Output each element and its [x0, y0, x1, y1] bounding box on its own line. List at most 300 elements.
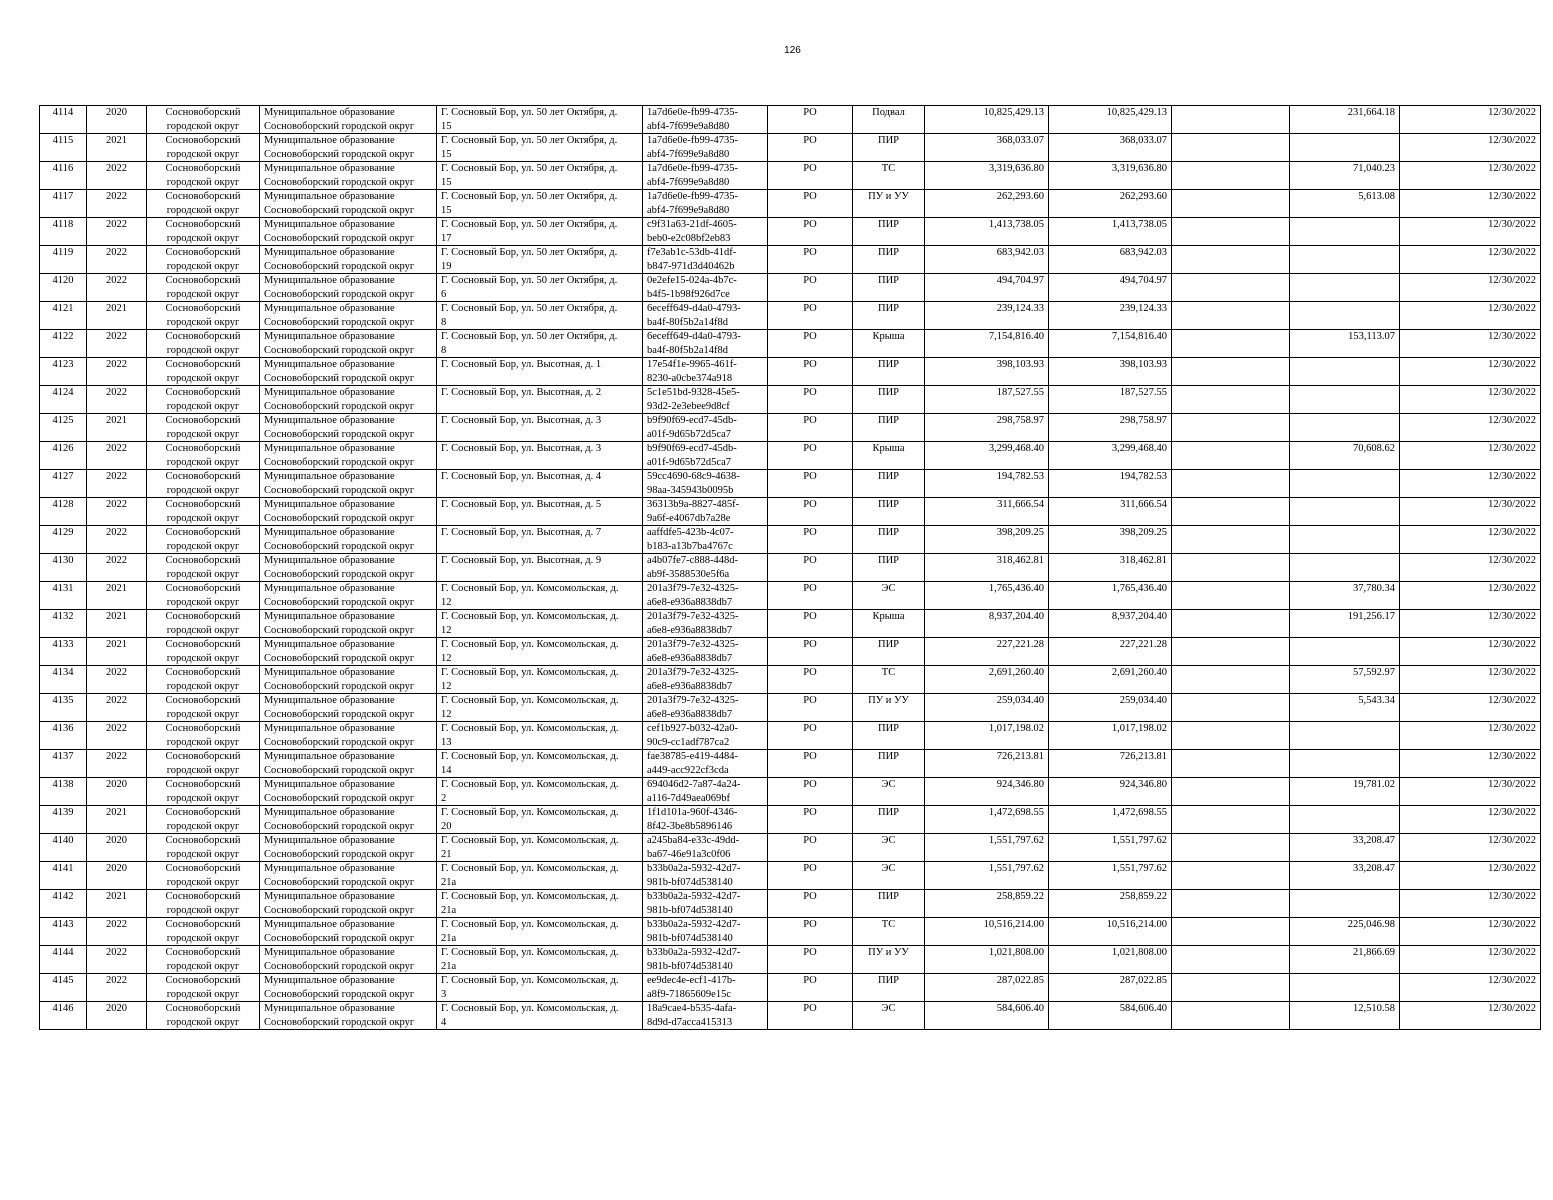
table-row [40, 498, 1541, 526]
row-number-cell: 4135 [40, 694, 87, 722]
amount-cell: 239,124.33 [925, 302, 1049, 330]
amount-cell: 584,606.40 [925, 1002, 1049, 1030]
district-cell [147, 666, 260, 694]
empty-cell [1172, 134, 1290, 162]
municipality-cell [260, 442, 437, 470]
address-cell [437, 778, 643, 806]
work-type-cell: ПИР [853, 974, 925, 1002]
row-number-cell: 4123 [40, 358, 87, 386]
amount-cell: 10,516,214.00 [925, 918, 1049, 946]
district-line1: Сосновоборский [165, 695, 241, 706]
work-type-cell: ПИР [853, 890, 925, 918]
municipality-cell [260, 218, 437, 246]
address-line2: 20 [441, 820, 452, 832]
work-type-cell: ПИР [853, 414, 925, 442]
district-cell [147, 946, 260, 974]
amount-total-cell: 2,691,260.40 [1049, 666, 1172, 694]
year-cell: 2022 [87, 246, 147, 274]
district-line2: городской округ [166, 932, 240, 944]
work-type-cell: ЭС [853, 1002, 925, 1030]
fund-cell: РО [768, 834, 853, 862]
guid-line1: b9f90f69-ecd7-45db- [647, 415, 737, 426]
municipality-line1: Муниципальное образование [264, 611, 395, 622]
guid-line1: b33b0a2a-5932-42d7- [647, 947, 741, 958]
municipality-cell [260, 666, 437, 694]
municipality-line2: Сосновоборский городской округ [264, 652, 415, 664]
date-cell: 12/30/2022 [1400, 274, 1541, 302]
municipality-cell [260, 162, 437, 190]
date-cell: 12/30/2022 [1400, 498, 1541, 526]
fund-cell: РО [768, 890, 853, 918]
municipality-line2: Сосновоборский городской округ [264, 148, 415, 160]
municipality-line2: Сосновоборский городской округ [264, 736, 415, 748]
address-cell [437, 638, 643, 666]
guid-line1: 18a9cae4-b535-4afa- [647, 1003, 737, 1014]
guid-line2: ab9f-3588530e5f6a [647, 568, 730, 580]
house-guid-cell [643, 274, 768, 302]
house-guid-cell [643, 666, 768, 694]
amount-cell: 258,859.22 [925, 890, 1049, 918]
district-cell [147, 918, 260, 946]
municipality-line1: Муниципальное образование [264, 639, 395, 650]
municipality-line2: Сосновоборский городской округ [264, 596, 415, 608]
fund-cell: РО [768, 106, 853, 134]
table-row [40, 946, 1541, 974]
house-guid-cell [643, 246, 768, 274]
address-line2: 13 [441, 736, 452, 748]
fund-cell: РО [768, 862, 853, 890]
date-cell: 12/30/2022 [1400, 778, 1541, 806]
municipality-line1: Муниципальное образование [264, 863, 395, 874]
address-line1: Г. Сосновый Бор, ул. Комсомольская, д. [441, 807, 619, 818]
year-cell: 2022 [87, 358, 147, 386]
district-cell [147, 974, 260, 1002]
district-line2: городской округ [166, 512, 240, 524]
amount-total-cell: 1,017,198.02 [1049, 722, 1172, 750]
amount-cell: 187,527.55 [925, 386, 1049, 414]
municipality-cell [260, 750, 437, 778]
house-guid-cell [643, 946, 768, 974]
municipality-line2: Сосновоборский городской округ [264, 960, 415, 972]
date-cell: 12/30/2022 [1400, 806, 1541, 834]
amount-total-cell: 1,551,797.62 [1049, 862, 1172, 890]
municipality-cell [260, 694, 437, 722]
address-line1: Г. Сосновый Бор, ул. Высотная, д. 7 [441, 527, 602, 538]
fee-cell: 71,040.23 [1290, 162, 1400, 190]
amount-total-cell: 1,021,808.00 [1049, 946, 1172, 974]
municipality-cell [260, 106, 437, 134]
district-line2: городской округ [166, 988, 240, 1000]
year-cell: 2022 [87, 722, 147, 750]
municipality-cell [260, 330, 437, 358]
district-line1: Сосновоборский [165, 219, 241, 230]
work-type-cell: ЭС [853, 862, 925, 890]
guid-line1: a245ba84-e33c-49dd- [647, 835, 740, 846]
district-cell [147, 106, 260, 134]
municipality-cell [260, 582, 437, 610]
date-cell: 12/30/2022 [1400, 526, 1541, 554]
row-number-cell: 4146 [40, 1002, 87, 1030]
fee-cell [1290, 218, 1400, 246]
address-cell [437, 694, 643, 722]
municipality-line2: Сосновоборский городской округ [264, 540, 415, 552]
house-guid-cell [643, 302, 768, 330]
empty-cell [1172, 806, 1290, 834]
district-line2: городской округ [166, 456, 240, 468]
district-line1: Сосновоборский [165, 835, 241, 846]
guid-line1: 6eceff649-d4a0-4793- [647, 303, 741, 314]
amount-total-cell: 368,033.07 [1049, 134, 1172, 162]
address-line1: Г. Сосновый Бор, ул. 50 лет Октября, д. [441, 219, 618, 230]
municipality-cell [260, 246, 437, 274]
municipality-line1: Муниципальное образование [264, 303, 395, 314]
guid-line2: b847-971d3d40462b [647, 260, 735, 272]
row-number-cell: 4119 [40, 246, 87, 274]
table-row [40, 1002, 1541, 1030]
municipality-cell [260, 302, 437, 330]
address-line1: Г. Сосновый Бор, ул. Высотная, д. 3 [441, 415, 602, 426]
amount-total-cell: 726,213.81 [1049, 750, 1172, 778]
amount-cell: 1,551,797.62 [925, 834, 1049, 862]
district-cell [147, 134, 260, 162]
address-line1: Г. Сосновый Бор, ул. Комсомольская, д. [441, 695, 619, 706]
guid-line1: 201a3f79-7e32-4325- [647, 639, 739, 650]
fund-cell: РО [768, 722, 853, 750]
address-line2: 3 [441, 988, 447, 1000]
amount-total-cell: 239,124.33 [1049, 302, 1172, 330]
district-cell [147, 694, 260, 722]
amount-total-cell: 3,319,636.80 [1049, 162, 1172, 190]
amount-cell: 1,021,808.00 [925, 946, 1049, 974]
guid-line2: 8d9d-d7acca415313 [647, 1016, 733, 1028]
row-number-cell: 4116 [40, 162, 87, 190]
work-type-cell: ПИР [853, 554, 925, 582]
guid-line1: fae38785-e419-4484- [647, 751, 738, 762]
work-type-cell: ПУ и УУ [853, 190, 925, 218]
address-line1: Г. Сосновый Бор, ул. 50 лет Октября, д. [441, 275, 618, 286]
table-row [40, 442, 1541, 470]
empty-cell [1172, 246, 1290, 274]
year-cell: 2022 [87, 694, 147, 722]
house-guid-cell [643, 134, 768, 162]
address-cell [437, 190, 643, 218]
address-line1: Г. Сосновый Бор, ул. 50 лет Октября, д. [441, 107, 618, 118]
fund-cell: РО [768, 442, 853, 470]
municipality-line1: Муниципальное образование [264, 443, 395, 454]
amount-total-cell: 298,758.97 [1049, 414, 1172, 442]
work-type-cell: ПИР [853, 274, 925, 302]
address-line2: 12 [441, 596, 452, 608]
registry-table [39, 105, 1541, 1030]
guid-line2: 981b-bf074d538140 [647, 904, 733, 916]
district-cell [147, 498, 260, 526]
empty-cell [1172, 442, 1290, 470]
house-guid-cell [643, 498, 768, 526]
year-cell: 2020 [87, 106, 147, 134]
empty-cell [1172, 946, 1290, 974]
municipality-line2: Сосновоборский городской округ [264, 428, 415, 440]
empty-cell [1172, 582, 1290, 610]
district-line2: городской округ [166, 596, 240, 608]
table-row [40, 414, 1541, 442]
house-guid-cell [643, 918, 768, 946]
district-line2: городской округ [166, 400, 240, 412]
municipality-line1: Муниципальное образование [264, 807, 395, 818]
date-cell: 12/30/2022 [1400, 946, 1541, 974]
fund-cell: РО [768, 470, 853, 498]
district-cell [147, 526, 260, 554]
district-cell [147, 806, 260, 834]
amount-total-cell: 1,551,797.62 [1049, 834, 1172, 862]
work-type-cell: ЭС [853, 582, 925, 610]
work-type-cell: ПИР [853, 498, 925, 526]
amount-cell: 3,299,468.40 [925, 442, 1049, 470]
table-row [40, 246, 1541, 274]
district-line2: городской округ [166, 176, 240, 188]
amount-total-cell: 311,666.54 [1049, 498, 1172, 526]
district-line1: Сосновоборский [165, 1003, 241, 1014]
empty-cell [1172, 106, 1290, 134]
work-type-cell: ПИР [853, 134, 925, 162]
row-number-cell: 4145 [40, 974, 87, 1002]
fund-cell: РО [768, 946, 853, 974]
work-type-cell: Крыша [853, 442, 925, 470]
district-line1: Сосновоборский [165, 555, 241, 566]
municipality-cell [260, 610, 437, 638]
house-guid-cell [643, 638, 768, 666]
guid-line1: 201a3f79-7e32-4325- [647, 667, 739, 678]
empty-cell [1172, 1002, 1290, 1030]
guid-line2: 981b-bf074d538140 [647, 960, 733, 972]
date-cell: 12/30/2022 [1400, 750, 1541, 778]
district-line1: Сосновоборский [165, 275, 241, 286]
amount-total-cell: 1,765,436.40 [1049, 582, 1172, 610]
municipality-line1: Муниципальное образование [264, 163, 395, 174]
guid-line1: a4b07fe7-c888-448d- [647, 555, 738, 566]
amount-total-cell: 584,606.40 [1049, 1002, 1172, 1030]
house-guid-cell [643, 190, 768, 218]
row-number-cell: 4137 [40, 750, 87, 778]
amount-cell: 1,765,436.40 [925, 582, 1049, 610]
municipality-line1: Муниципальное образование [264, 499, 395, 510]
house-guid-cell [643, 806, 768, 834]
work-type-cell: Крыша [853, 610, 925, 638]
year-cell: 2022 [87, 218, 147, 246]
guid-line1: cef1b927-b032-42a0- [647, 723, 738, 734]
fee-cell: 5,543.34 [1290, 694, 1400, 722]
district-line1: Сосновоборский [165, 471, 241, 482]
row-number-cell: 4127 [40, 470, 87, 498]
address-line2: 15 [441, 148, 452, 160]
work-type-cell: ЭС [853, 778, 925, 806]
district-cell [147, 330, 260, 358]
empty-cell [1172, 890, 1290, 918]
municipality-cell [260, 946, 437, 974]
district-cell [147, 442, 260, 470]
work-type-cell: ЭС [853, 834, 925, 862]
amount-cell: 259,034.40 [925, 694, 1049, 722]
address-line1: Г. Сосновый Бор, ул. Комсомольская, д. [441, 723, 619, 734]
row-number-cell: 4134 [40, 666, 87, 694]
address-line1: Г. Сосновый Бор, ул. 50 лет Октября, д. [441, 135, 618, 146]
guid-line2: ba67-46e91a3c0f06 [647, 848, 731, 860]
district-line2: городской округ [166, 540, 240, 552]
row-number-cell: 4124 [40, 386, 87, 414]
house-guid-cell [643, 890, 768, 918]
amount-cell: 368,033.07 [925, 134, 1049, 162]
municipality-cell [260, 386, 437, 414]
address-cell [437, 862, 643, 890]
address-cell [437, 498, 643, 526]
year-cell: 2022 [87, 442, 147, 470]
house-guid-cell [643, 694, 768, 722]
date-cell: 12/30/2022 [1400, 302, 1541, 330]
guid-line2: 8f42-3be8b5896146 [647, 820, 733, 832]
fee-cell: 5,613.08 [1290, 190, 1400, 218]
fund-cell: РО [768, 750, 853, 778]
address-line1: Г. Сосновый Бор, ул. 50 лет Октября, д. [441, 163, 618, 174]
guid-line1: 1a7d6e0e-fb99-4735- [647, 107, 738, 118]
table-row [40, 610, 1541, 638]
guid-line2: a449-acc922cf3cda [647, 764, 729, 776]
house-guid-cell [643, 582, 768, 610]
municipality-cell [260, 414, 437, 442]
district-cell [147, 246, 260, 274]
district-line1: Сосновоборский [165, 947, 241, 958]
house-guid-cell [643, 106, 768, 134]
district-cell [147, 610, 260, 638]
municipality-line1: Муниципальное образование [264, 471, 395, 482]
empty-cell [1172, 218, 1290, 246]
table-row [40, 190, 1541, 218]
guid-line1: 6eceff649-d4a0-4793- [647, 331, 741, 342]
table-row [40, 638, 1541, 666]
municipality-line2: Сосновоборский городской округ [264, 372, 415, 384]
district-line1: Сосновоборский [165, 247, 241, 258]
row-number-cell: 4129 [40, 526, 87, 554]
amount-total-cell: 924,346.80 [1049, 778, 1172, 806]
address-line1: Г. Сосновый Бор, ул. Комсомольская, д. [441, 919, 619, 930]
amount-total-cell: 398,209.25 [1049, 526, 1172, 554]
guid-line2: abf4-7f699e9a8d80 [647, 204, 730, 216]
district-line1: Сосновоборский [165, 751, 241, 762]
address-line1: Г. Сосновый Бор, ул. 50 лет Октября, д. [441, 303, 618, 314]
amount-cell: 494,704.97 [925, 274, 1049, 302]
address-cell [437, 330, 643, 358]
work-type-cell: ПИР [853, 750, 925, 778]
table-row [40, 470, 1541, 498]
municipality-line2: Сосновоборский городской округ [264, 120, 415, 132]
date-cell: 12/30/2022 [1400, 890, 1541, 918]
fee-cell: 225,046.98 [1290, 918, 1400, 946]
guid-line1: b9f90f69-ecd7-45db- [647, 443, 737, 454]
fee-cell: 33,208.47 [1290, 862, 1400, 890]
address-line1: Г. Сосновый Бор, ул. 50 лет Октября, д. [441, 247, 618, 258]
work-type-cell: ПИР [853, 386, 925, 414]
row-number-cell: 4130 [40, 554, 87, 582]
table-row [40, 134, 1541, 162]
house-guid-cell [643, 330, 768, 358]
municipality-cell [260, 554, 437, 582]
district-line1: Сосновоборский [165, 667, 241, 678]
date-cell: 12/30/2022 [1400, 666, 1541, 694]
district-line1: Сосновоборский [165, 527, 241, 538]
address-line2: 8 [441, 344, 447, 356]
address-line1: Г. Сосновый Бор, ул. 50 лет Октября, д. [441, 331, 618, 342]
address-cell [437, 134, 643, 162]
house-guid-cell [643, 862, 768, 890]
table-row [40, 106, 1541, 134]
year-cell: 2022 [87, 750, 147, 778]
table-body [40, 106, 1541, 1030]
municipality-cell [260, 470, 437, 498]
district-cell [147, 162, 260, 190]
row-number-cell: 4121 [40, 302, 87, 330]
table-row [40, 974, 1541, 1002]
address-line2: 21 [441, 848, 452, 860]
municipality-line2: Сосновоборский городской округ [264, 260, 415, 272]
address-line2: 2 [441, 792, 447, 804]
fee-cell [1290, 638, 1400, 666]
empty-cell [1172, 834, 1290, 862]
guid-line2: 93d2-2e3ebee9d8cf [647, 400, 730, 412]
amount-total-cell: 8,937,204.40 [1049, 610, 1172, 638]
municipality-line1: Муниципальное образование [264, 415, 395, 426]
municipality-cell [260, 638, 437, 666]
table-row [40, 750, 1541, 778]
amount-total-cell: 227,221.28 [1049, 638, 1172, 666]
table-row [40, 554, 1541, 582]
district-line2: городской округ [166, 568, 240, 580]
fee-cell: 70,608.62 [1290, 442, 1400, 470]
fee-cell [1290, 890, 1400, 918]
municipality-line2: Сосновоборский городской округ [264, 512, 415, 524]
house-guid-cell [643, 722, 768, 750]
address-line2: 12 [441, 624, 452, 636]
municipality-line2: Сосновоборский городской округ [264, 1016, 415, 1028]
amount-total-cell: 494,704.97 [1049, 274, 1172, 302]
fee-cell [1290, 526, 1400, 554]
guid-line2: abf4-7f699e9a8d80 [647, 176, 730, 188]
municipality-cell [260, 134, 437, 162]
date-cell: 12/30/2022 [1400, 386, 1541, 414]
district-line1: Сосновоборский [165, 611, 241, 622]
date-cell: 12/30/2022 [1400, 330, 1541, 358]
fee-cell [1290, 806, 1400, 834]
house-guid-cell [643, 442, 768, 470]
municipality-cell [260, 722, 437, 750]
address-line1: Г. Сосновый Бор, ул. Комсомольская, д. [441, 835, 619, 846]
address-line2: 15 [441, 204, 452, 216]
house-guid-cell [643, 610, 768, 638]
empty-cell [1172, 358, 1290, 386]
address-cell [437, 554, 643, 582]
district-line2: городской округ [166, 624, 240, 636]
district-line2: городской округ [166, 680, 240, 692]
amount-total-cell: 262,293.60 [1049, 190, 1172, 218]
guid-line2: 9a6f-e4067db7a28e [647, 512, 731, 524]
municipality-line1: Муниципальное образование [264, 135, 395, 146]
guid-line1: 201a3f79-7e32-4325- [647, 583, 739, 594]
address-cell [437, 302, 643, 330]
year-cell: 2022 [87, 470, 147, 498]
address-line2: 12 [441, 708, 452, 720]
district-cell [147, 834, 260, 862]
amount-cell: 287,022.85 [925, 974, 1049, 1002]
address-cell [437, 442, 643, 470]
table-row [40, 302, 1541, 330]
district-line1: Сосновоборский [165, 891, 241, 902]
